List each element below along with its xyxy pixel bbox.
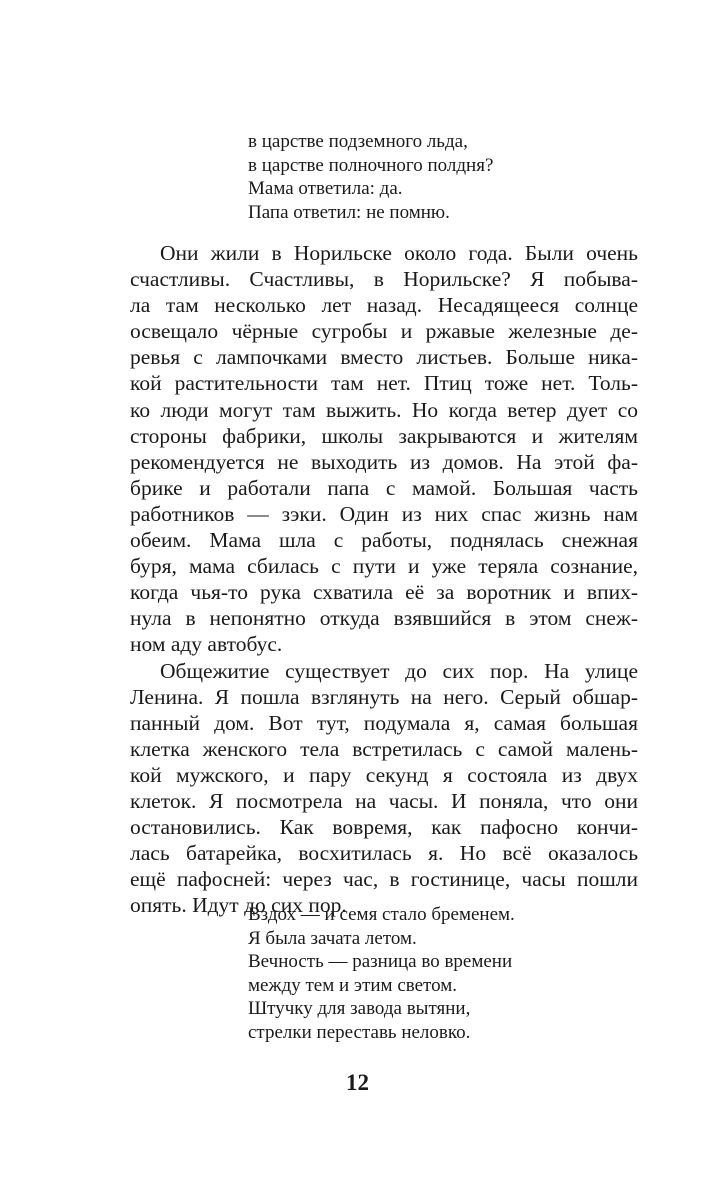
- prose-line: счастливы. Счастливы, в Норильске? Я побыва-: [130, 267, 638, 292]
- prose-line: Они жили в Норильске около года. Были очень: [160, 241, 638, 265]
- prose-line: клеток. Я посмотрела на часы. И поняла, что они: [130, 788, 638, 813]
- verse-stanza-top: [248, 130, 493, 224]
- prose-line: остановились. Как вовремя, как пафосно кончи-: [130, 815, 638, 840]
- verse-line: стрелки переставь неловко.: [248, 1021, 471, 1043]
- prose-line: обеим. Мама шла с работы, поднялась снежная: [130, 528, 638, 553]
- paragraph-1: [130, 240, 638, 658]
- prose-line: панный дом. Вот тут, подумала я, самая большая: [130, 710, 638, 735]
- prose-line: клетка женского тела встретилась с самой малень-: [130, 736, 638, 761]
- prose-line: работников — зэки. Один из них спас жизнь нам: [130, 501, 638, 526]
- prose-line: ещё пафосней: через час, в гостинице, часы пошли: [130, 867, 638, 892]
- verse-line: в царстве полночного полдня?: [248, 154, 494, 176]
- prose-line: Ленина. Я пошла взглянуть на него. Серый обшар-: [130, 684, 638, 709]
- page-number: 12: [346, 1070, 369, 1095]
- prose-line: лась батарейка, восхитилась я. Но всё оказалось: [130, 841, 638, 866]
- prose-body: [130, 240, 638, 918]
- prose-line: ревья с лампочками вместо листьев. Больше ника-: [130, 345, 638, 370]
- prose-line: кой мужского, и пару секунд я состояла из двух: [130, 762, 638, 787]
- prose-line: когда чья-то рука схватила её за воротник и впих-: [130, 580, 638, 605]
- verse-line: Штучку для завода вытяни,: [248, 998, 471, 1019]
- prose-line: стороны фабрики, школы закрываются и жителям: [130, 423, 638, 448]
- prose-line: опять. Идут до сих пор.: [130, 893, 347, 918]
- verse-line: Папа ответил: не помню.: [248, 201, 450, 223]
- prose-line: ко люди могут там выжить. Но когда ветер дует со: [130, 397, 638, 422]
- prose-line: кой растительности там нет. Птиц тоже нет. Толь-: [130, 371, 638, 396]
- verse-line: Вечность — разница во времени: [248, 951, 513, 972]
- prose-line: Общежитие существует до сих пор. На улице: [160, 658, 638, 683]
- verse-line: Мама ответила: да.: [248, 178, 403, 199]
- prose-line: рекомендуется не выходить из домов. На этой фа-: [130, 449, 638, 474]
- prose-line: нула в непонятно откуда взявшийся в этом снеж-: [130, 606, 638, 631]
- verse-line: Я была зачата летом.: [248, 927, 417, 949]
- verse-line: между тем и этим светом.: [248, 974, 458, 996]
- prose-line: буря, мама сбилась с пути и уже теряла сознание,: [130, 554, 638, 579]
- prose-line: ном аду автобус.: [130, 632, 283, 657]
- prose-line: ла там несколько лет назад. Несадящееся солнце: [130, 293, 638, 318]
- paragraph-2: [130, 658, 638, 919]
- prose-line: брике и работали папа с мамой. Большая часть: [130, 475, 638, 500]
- verse-line: Вздох — и семя стало бременем.: [248, 904, 515, 925]
- prose-line: освещало чёрные сугробы и ржавые железные де-: [130, 319, 638, 344]
- verse-stanza-bottom: [248, 903, 515, 1044]
- verse-line: в царстве подземного льда,: [248, 131, 468, 152]
